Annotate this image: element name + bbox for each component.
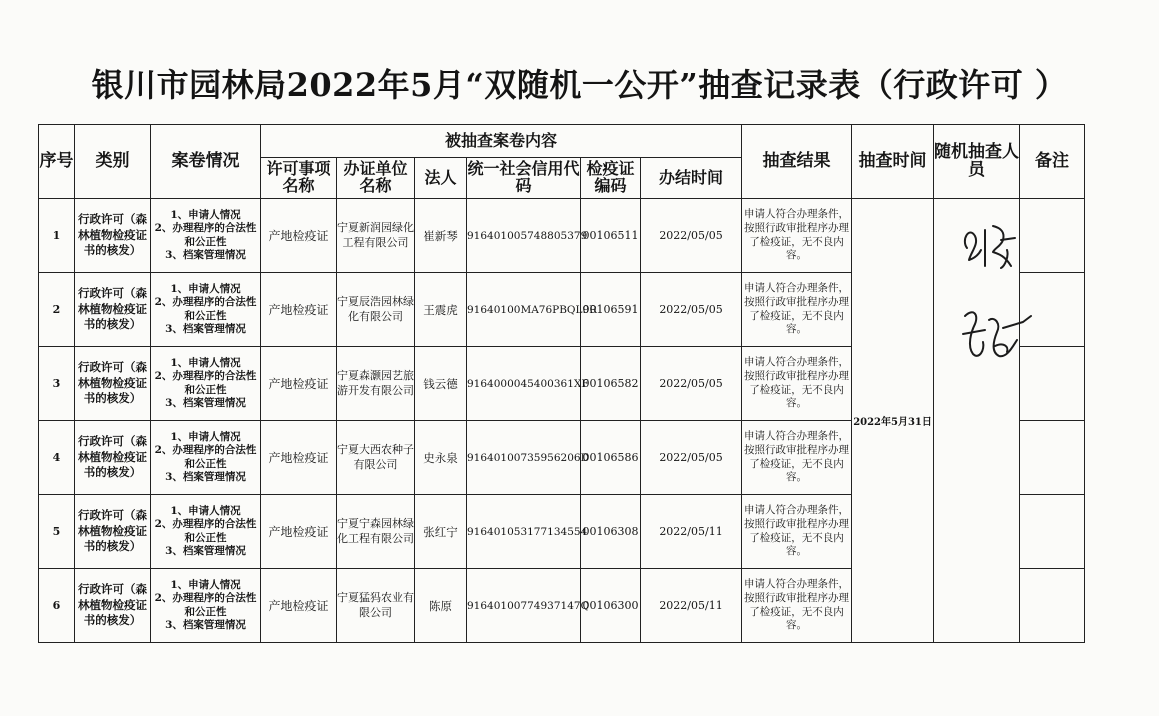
row-quarantine-no: 00106591 (581, 273, 641, 347)
row-case: 1、申请人情况 2、办理程序的合法性和公正性 3、档案管理情况 (151, 495, 261, 569)
header-quarantine-no: 检疫证编码 (581, 158, 641, 199)
row-credit-code: 9164000045400361XF (467, 347, 581, 421)
header-legal-rep: 法人 (415, 158, 467, 199)
row-close-time: 2022/05/05 (641, 347, 742, 421)
table-row (39, 199, 1085, 273)
row-result: 申请人符合办理条件，按照行政审批程序办理了检疫证，无不良内容。 (742, 347, 852, 421)
row-legal-rep: 钱云德 (415, 347, 467, 421)
row-close-time: 2022/05/05 (641, 199, 742, 273)
row-close-time: 2022/05/11 (641, 569, 742, 643)
document-title: 银川市园林局2022年5月“双随机一公开”抽查记录表（行政许可 ） (91, 66, 1068, 104)
row-quarantine-no: 00106586 (581, 421, 641, 495)
row-legal-rep: 史永泉 (415, 421, 467, 495)
row-case: 1、申请人情况 2、办理程序的合法性和公正性 3、档案管理情况 (151, 421, 261, 495)
row-quarantine-no: 00106582 (581, 347, 641, 421)
row-result: 申请人符合办理条件，按照行政审批程序办理了检疫证，无不良内容。 (742, 273, 852, 347)
header-issuer: 办证单位名称 (337, 158, 415, 199)
row-category: 行政许可（森林植物检疫证书的核发） (75, 347, 151, 421)
row-result: 申请人符合办理条件，按照行政审批程序办理了检疫证，无不良内容。 (742, 421, 852, 495)
row-legal-rep: 王震虎 (415, 273, 467, 347)
row-quarantine-no: 00106300 (581, 569, 641, 643)
header-credit-code: 统一社会信用代码 (467, 158, 581, 199)
row-permit-item: 产地检疫证 (261, 495, 337, 569)
row-permit-item: 产地检疫证 (261, 421, 337, 495)
row-category: 行政许可（森林植物检疫证书的核发） (75, 199, 151, 273)
inspector-signatures (945, 196, 1035, 644)
row-quarantine-no: 00106511 (581, 199, 641, 273)
header-result: 抽查结果 (742, 125, 852, 199)
header-case: 案卷情况 (151, 125, 261, 199)
row-credit-code: 91640100MA76PBQL9R (467, 273, 581, 347)
row-no: 2 (39, 273, 75, 347)
row-no: 1 (39, 199, 75, 273)
row-case: 1、申请人情况 2、办理程序的合法性和公正性 3、档案管理情况 (151, 347, 261, 421)
row-credit-code: 916401053177134554 (467, 495, 581, 569)
header-check-time: 抽查时间 (852, 125, 934, 199)
row-permit-item: 产地检疫证 (261, 199, 337, 273)
inspection-record-table (38, 124, 1085, 643)
row-result: 申请人符合办理条件，按照行政审批程序办理了检疫证，无不良内容。 (742, 199, 852, 273)
row-legal-rep: 崔新琴 (415, 199, 467, 273)
row-issuer: 宁夏辰浩园林绿化有限公司 (337, 273, 415, 347)
header-permit-item: 许可事项名称 (261, 158, 337, 199)
row-no: 4 (39, 421, 75, 495)
handwritten-signature-image (945, 196, 1035, 644)
row-category: 行政许可（森林植物检疫证书的核发） (75, 421, 151, 495)
row-issuer: 宁夏森灏园艺旅游开发有限公司 (337, 347, 415, 421)
row-legal-rep: 陈原 (415, 569, 467, 643)
row-credit-code: 916401005748805379 (467, 199, 581, 273)
row-case: 1、申请人情况 2、办理程序的合法性和公正性 3、档案管理情况 (151, 569, 261, 643)
row-permit-item: 产地检疫证 (261, 347, 337, 421)
row-category: 行政许可（森林植物检疫证书的核发） (75, 569, 151, 643)
row-permit-item: 产地检疫证 (261, 273, 337, 347)
row-category: 行政许可（森林植物检疫证书的核发） (75, 495, 151, 569)
row-category: 行政许可（森林植物检疫证书的核发） (75, 273, 151, 347)
row-issuer: 宁夏大西农种子有限公司 (337, 421, 415, 495)
header-close-time: 办结时间 (641, 158, 742, 199)
header-content-group: 被抽查案卷内容 (261, 125, 742, 158)
row-legal-rep: 张红宁 (415, 495, 467, 569)
row-credit-code: 91640100735956206D (467, 421, 581, 495)
row-case: 1、申请人情况 2、办理程序的合法性和公正性 3、档案管理情况 (151, 273, 261, 347)
row-no: 5 (39, 495, 75, 569)
header-no: 序号 (39, 125, 75, 199)
row-close-time: 2022/05/05 (641, 273, 742, 347)
check-time-value: 2022年5月31日 (852, 199, 934, 643)
row-issuer: 宁夏猛犸农业有限公司 (337, 569, 415, 643)
row-permit-item: 产地检疫证 (261, 569, 337, 643)
header-remark: 备注 (1020, 125, 1085, 199)
row-result: 申请人符合办理条件，按照行政审批程序办理了检疫证，无不良内容。 (742, 569, 852, 643)
row-case: 1、申请人情况 2、办理程序的合法性和公正性 3、档案管理情况 (151, 199, 261, 273)
row-credit-code: 91640100774937147Q (467, 569, 581, 643)
header-category: 类别 (75, 125, 151, 199)
row-issuer: 宁夏新润园绿化工程有限公司 (337, 199, 415, 273)
row-no: 6 (39, 569, 75, 643)
header-inspectors: 随机抽查人员 (934, 125, 1020, 199)
row-issuer: 宁夏宁森园林绿化工程有限公司 (337, 495, 415, 569)
row-close-time: 2022/05/05 (641, 421, 742, 495)
row-close-time: 2022/05/11 (641, 495, 742, 569)
row-result: 申请人符合办理条件，按照行政审批程序办理了检疫证，无不良内容。 (742, 495, 852, 569)
row-quarantine-no: 00106308 (581, 495, 641, 569)
row-no: 3 (39, 347, 75, 421)
